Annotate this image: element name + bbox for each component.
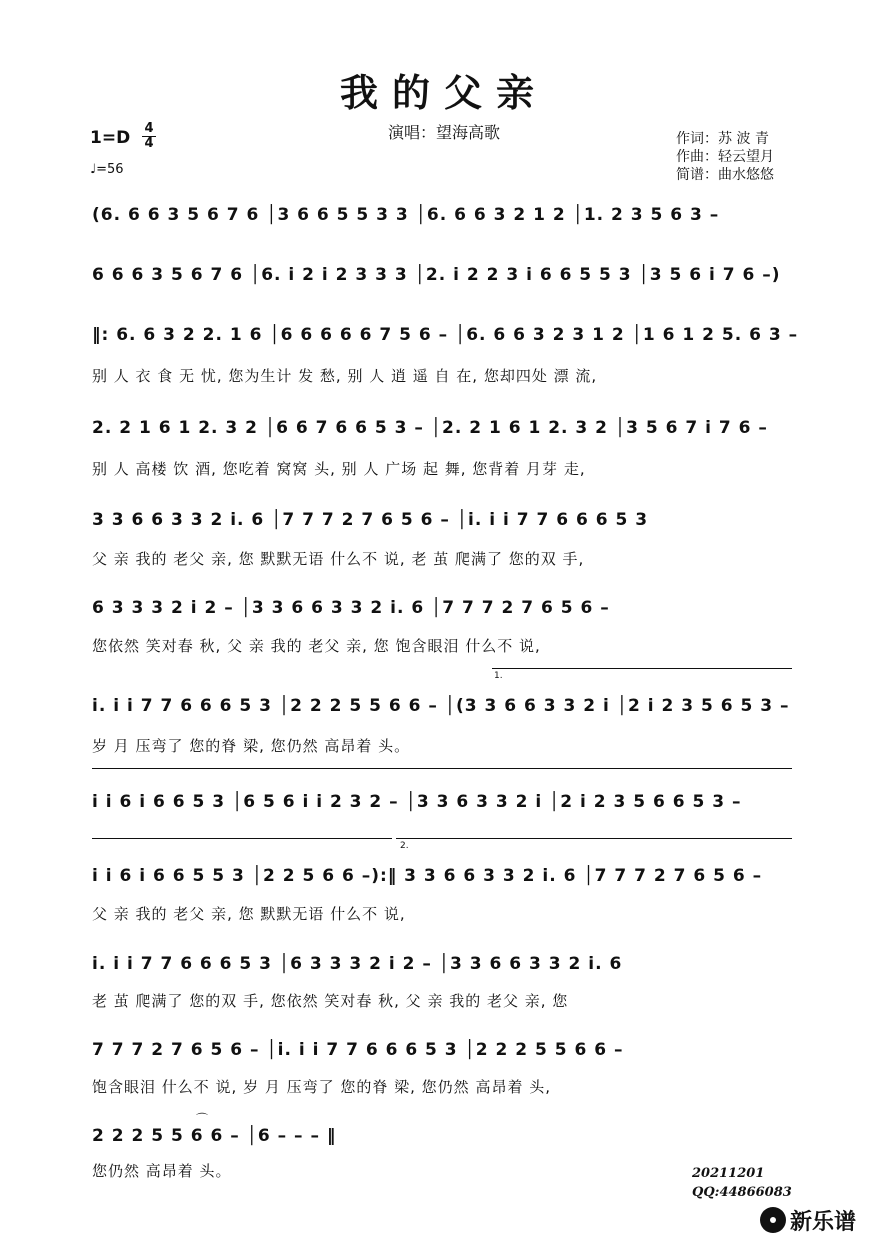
composer-credit: 作曲：轻云望月 (676, 149, 774, 165)
score-row-4-lyrics: 别 人 高楼 饮 酒, 您吃着 窝窝 头, 别 人 广场 起 舞, 您背着 月芽 走, (92, 460, 586, 478)
record-disc-icon (760, 1207, 786, 1233)
page-title: 我的父亲 (339, 70, 548, 115)
first-ending-bracket-continued (92, 768, 792, 769)
score-row-9-notes: i i 6 i 6 6 5 5 3 │2 2 5 6 6 –):‖ 3 3 6 6 3 3 2 i. 6 │7 7 7 2 7 6 5 6 – (92, 866, 763, 886)
score-row-11-notes: 7 7 7 2 7 6 5 6 – │i. i i 7 7 6 6 6 5 3 │2 2 2 5 5 6 6 – (92, 1040, 624, 1060)
score-row-3-notes: ‖: 6. 6 3 2 2. 1 6 │6 6 6 6 6 7 5 6 – │6. 6 6 3 2 3 1 2 │1 6 1 2 5. 6 3 – (92, 325, 799, 345)
score-row-7-lyrics: 岁 月 压弯了 您的脊 梁, 您仍然 高昂着 头。 (92, 737, 411, 755)
lyricist-credit: 作词：苏 波 青 (676, 131, 769, 147)
score-row-7-notes: i. i i 7 7 6 6 6 5 3 │2 2 2 5 5 6 6 – │(3 3 6 6 3 3 2 i │2 i 2 3 5 6 5 3 – (92, 696, 790, 716)
score-row-6-notes: 6 3 3 3 2 i 2 – │3 3 6 6 3 3 2 i. 6 │7 7 7 2 7 6 5 6 – (92, 598, 610, 618)
transcription-date: 20211201 (692, 1166, 765, 1181)
score-row-5-notes: 3 3 6 6 3 3 2 i. 6 │7 7 7 2 7 6 5 6 – │i. i i 7 7 6 6 6 5 3 (92, 510, 649, 530)
score-row-1-notes: (6. 6 6 3 5 6 7 6 │3 6 6 5 5 3 3 │6. 6 6 3 2 1 2 │1. 2 3 5 6 3 – (92, 205, 720, 225)
time-signature (142, 122, 156, 151)
site-logo-text: 新乐谱 (790, 1210, 857, 1235)
score-row-12-notes: 2 2 2 5 5 6 6 – │6 – – – ‖ (92, 1126, 337, 1146)
score-row-9-lyrics: 父 亲 我的 老父 亲, 您 默默无语 什么不 说, (92, 905, 406, 923)
fermata-symbol: ⌒ (196, 1112, 209, 1126)
time-signature-bottom: 4 (142, 136, 156, 151)
score-row-4-notes: 2. 2 1 6 1 2. 3 2 │6 6 7 6 6 5 3 – │2. 2 1 6 1 2. 3 2 │3 5 6 7 i 7 6 – (92, 418, 768, 438)
tempo-marking: ♩=56 (90, 162, 124, 177)
second-ending-bracket (396, 838, 792, 839)
first-ending-bracket (492, 668, 792, 669)
first-ending-label: 1. (494, 671, 503, 681)
score-row-5-lyrics: 父 亲 我的 老父 亲, 您 默默无语 什么不 说, 老 茧 爬满了 您的双 手, (92, 550, 585, 568)
score-row-8-notes: i i 6 i 6 6 5 3 │6 5 6 i i 2 3 2 – │3 3 6 3 3 2 i │2 i 2 3 5 6 6 5 3 – (92, 792, 742, 812)
transcriber-credit: 简谱：曲水悠悠 (676, 167, 774, 183)
second-ending-label: 2. (400, 841, 409, 851)
score-row-11-lyrics: 饱含眼泪 什么不 说, 岁 月 压弯了 您的脊 梁, 您仍然 高昂着 头, (92, 1078, 551, 1096)
singer-credit: 演唱：望海高歌 (387, 123, 500, 142)
contact-qq: QQ:44866083 (692, 1185, 792, 1200)
score-row-12-lyrics: 您仍然 高昂着 头。 (92, 1162, 232, 1180)
score-row-10-notes: i. i i 7 7 6 6 6 5 3 │6 3 3 3 2 i 2 – │3 3 6 6 3 3 2 i. 6 (92, 954, 623, 974)
time-signature-top: 4 (144, 121, 154, 136)
score-row-6-lyrics: 您依然 笑对春 秋, 父 亲 我的 老父 亲, 您 饱含眼泪 什么不 说, (92, 637, 541, 655)
score-row-2-notes: 6 6 6 3 5 6 7 6 │6. i 2 i 2 3 3 3 │2. i 2 2 3 i 6 6 5 5 3 │3 5 6 i 7 6 –) (92, 265, 781, 285)
score-row-3-lyrics: 别 人 衣 食 无 忧, 您为生计 发 愁, 别 人 逍 遥 自 在, 您却四处 漂 流, (92, 367, 598, 385)
first-ending-bracket-end (92, 838, 392, 839)
score-row-10-lyrics: 老 茧 爬满了 您的双 手, 您依然 笑对春 秋, 父 亲 我的 老父 亲, 您 (92, 992, 569, 1010)
key-signature: 1=D (90, 128, 131, 148)
